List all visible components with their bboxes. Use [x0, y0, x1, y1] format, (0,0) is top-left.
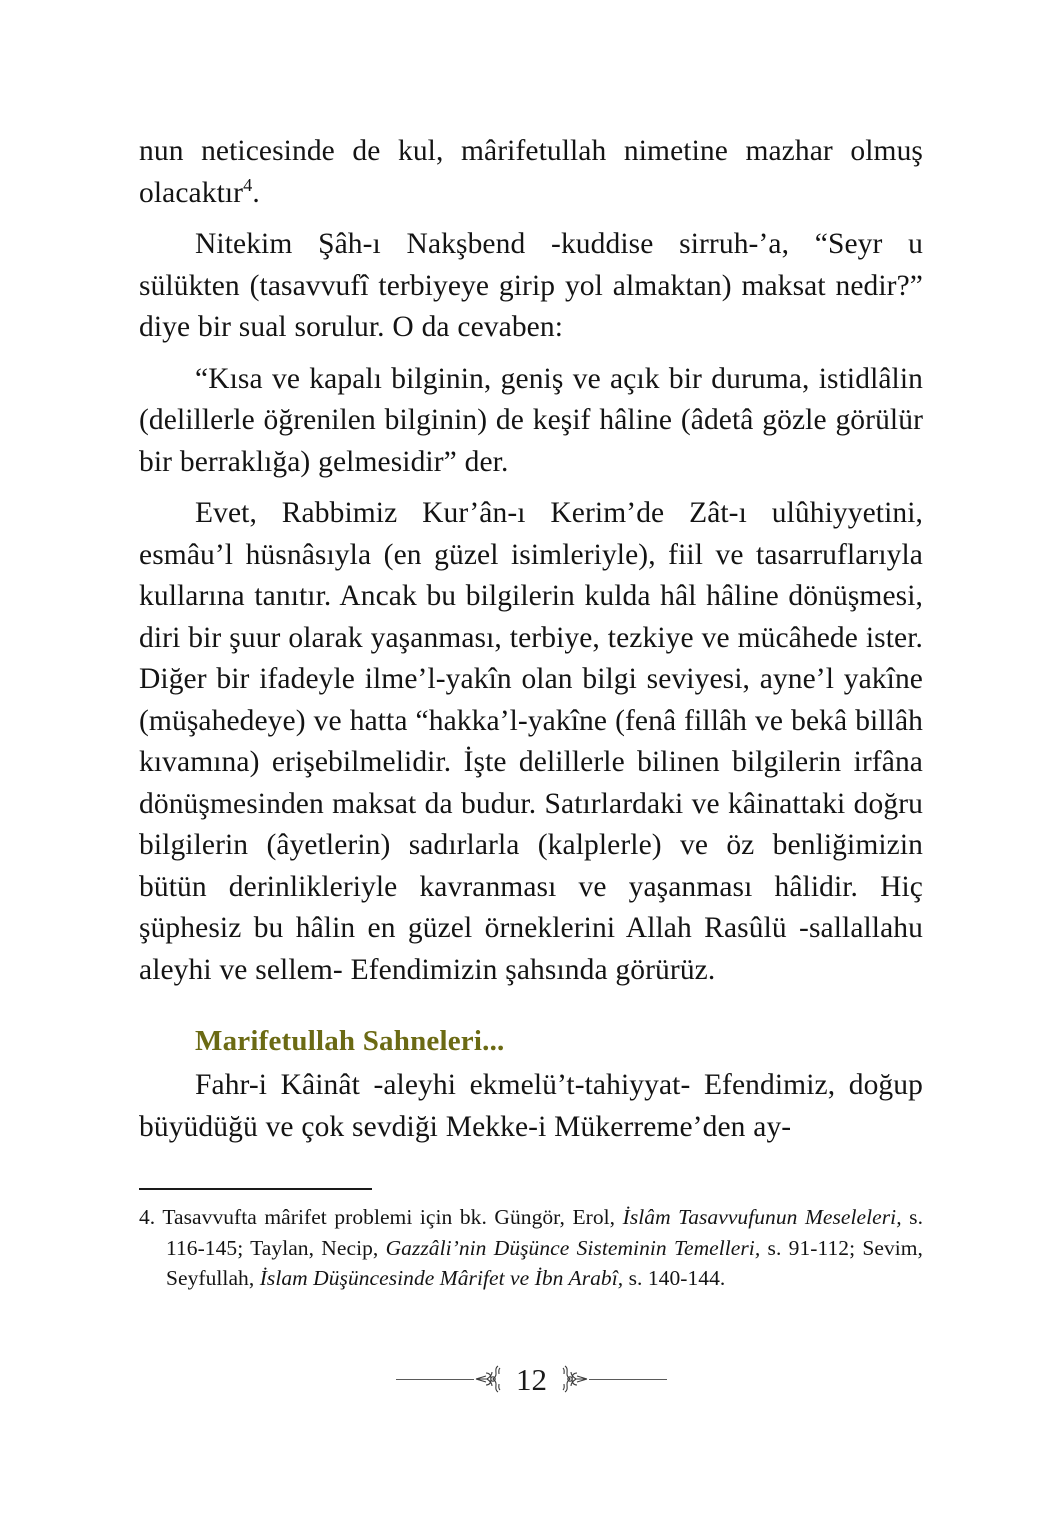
section-heading: Marifetullah Sahneleri... — [195, 1025, 505, 1057]
footnote-area — [139, 1188, 923, 1294]
footnote-title-3: İslam Düşüncesinde Mârifet ve İbn Arabî, — [259, 1266, 624, 1290]
paragraph-4: Evet, Rabbimiz Kur’ân-ı Kerim’de Zât-ı ulûhiyyetini, esmâu’l hüsnâsıyla (en güzel isimleriyle), fiil ve tasarruflarıyla kullarına tanıtır. Ancak bu bilgilerin kulda hâl hâline dönüşmesi, diri bir şuur olarak yaşanması, terbiye, tezkiye ve mücâhede ister. Diğer bir ifadeyle ilme’l-yakîn olan bilgi seviyesi, ayne’l yakîne (müşahedeye) ve hatta “hakka’l-yakîne (fenâ fillâh ve bekâ billâh kıvamına) erişebilmelidir. İşte delillerle bilinen bilgilerin irfâna dönüşmesinden maksat da budur. Satırlardaki ve kâinattaki doğru bilgilerin (âyetlerin) sadırlarla (kalplerle) ve öz benliğimizin bütün derinlikleriyle kavranması ve yaşanması hâlidir. Hiç şüphesiz bu hâlin en güzel örneklerini Allah Rasûlü -sallallahu aleyhi ve sellem- Efendimizin şahsında görürüz. — [139, 497, 923, 986]
footnote-title-1: İslâm Tasavvufunun Meseleleri, — [622, 1205, 902, 1229]
page-number: 12 — [516, 1361, 547, 1397]
footnote-separator-rule — [139, 1188, 372, 1190]
text-column — [139, 131, 923, 1148]
footnote-seg-2: s. 116-145; Taylan, Necip, — [166, 1205, 923, 1260]
footnote-seg-1: 4. Tasavvufta mârifet problemi için bk. Güngör, Erol, — [139, 1205, 623, 1229]
folio-rule-left — [396, 1379, 474, 1380]
footnote-seg-3: s. 91-112; Sevim, Seyfullah, — [166, 1235, 923, 1290]
footnote-title-2: Gazzâli’nin Düşünce Sisteminin Temelleri, — [385, 1235, 761, 1260]
folio-rule-right — [589, 1379, 667, 1380]
page-footer — [0, 1362, 1063, 1396]
fleuron-left-icon — [474, 1362, 510, 1396]
paragraph-1 — [139, 131, 923, 214]
footnote-4 — [139, 1202, 923, 1294]
paragraph-5: Fahr-i Kâinât -aleyhi ekmelü’t-tahiyyat- Efendimiz, doğup büyüdüğü ve çok sevdiği Mekke-i Mükerreme’den ay- — [139, 1069, 923, 1143]
paragraph-1-text: nun neticesinde de kul, mârifetullah nimetine mazhar olmuş olacaktır — [139, 135, 923, 209]
footnote-seg-4: s. 140-144. — [623, 1266, 726, 1290]
footnote-reference-4[interactable]: 4 — [243, 174, 253, 195]
paragraph-3-quote: “Kısa ve kapalı bilginin, geniş ve açık bir duruma, istidlâlin (delillerle öğrenilen bilginin) de keşif hâline (âdetâ gözle görülür bir berraklığa) gelmesidir” der. — [139, 362, 923, 478]
paragraph-1-tail: . — [252, 176, 260, 209]
paragraph-2: Nitekim Şâh-ı Nakşbend -kuddise sirruh-’a, “Seyr u sülükten (tasavvufî terbiyeye girip yol almaktan) maksat nedir?” diye bir sual sorulur. O da cevaben: — [139, 228, 923, 343]
fleuron-right-icon — [553, 1362, 589, 1396]
